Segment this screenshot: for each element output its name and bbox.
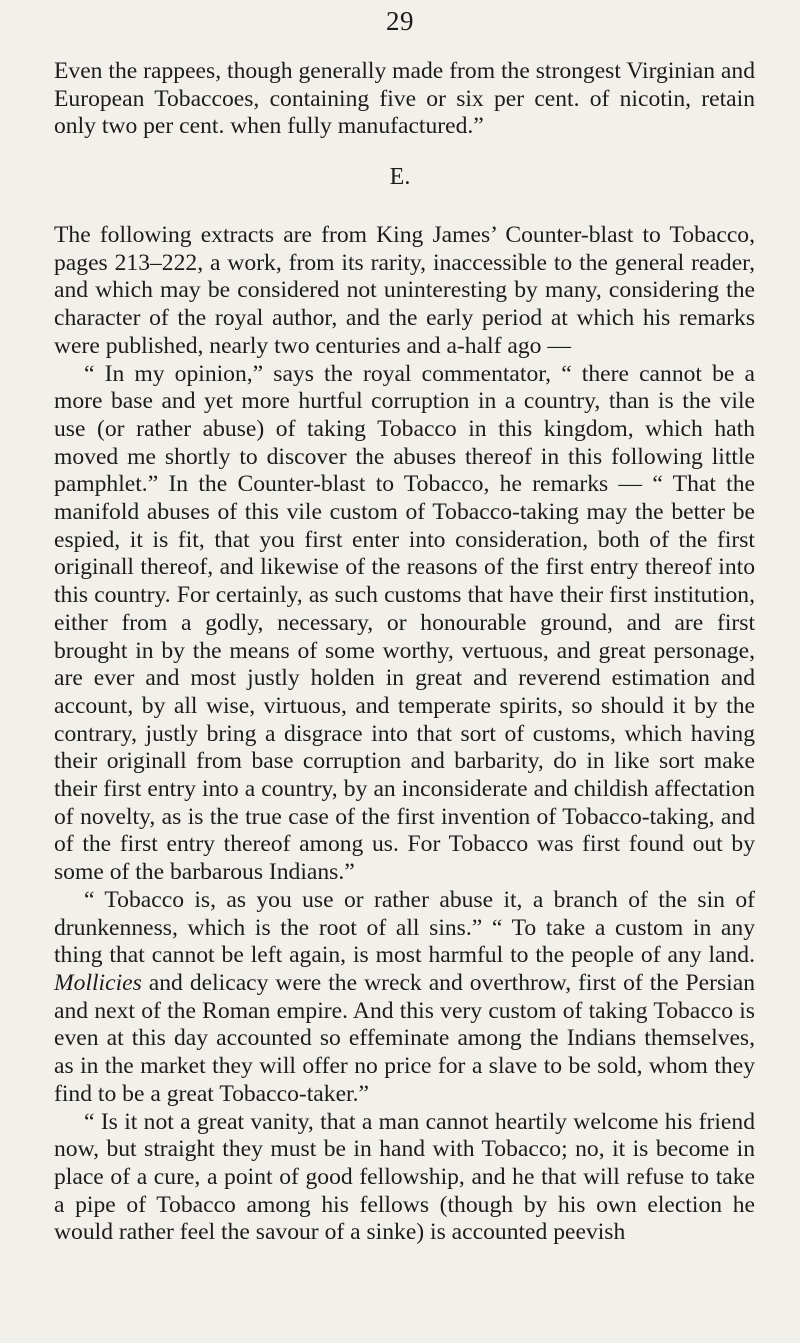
continuation-text: Even the rappees, though generally made from the strongest Virginian and European Tobaccoes, containing five or six per cent. of nicotin, retain only two per cent. when fully manufactured.” [54, 58, 755, 140]
quote-paragraph-3: “ Is it not a great vanity, that a man cannot heartily welcome his friend now, but straight they must be in hand with Tobacco; no, it is become in place of a cure, a point of good fellowship, and he that will refuse to take a pipe of Tobacco among his fellows (though by his own election he would rather feel the savour of a sinke) is accounted peevish [54, 1108, 755, 1246]
page-number: 29 [386, 6, 414, 36]
italic-word: Mollicies [54, 969, 142, 996]
quote-paragraph-1: “ In my opinion,” says the royal commentator, “ there cannot be a more base and yet more hurtful corruption in a country, than is the vile use (or rather abuse) of taking Tobacco in this kingdom, which hath moved me shortly to discover the abuses thereof in this following little pamphlet.” In the Counter-blast to Tobacco, he remarks — “ That the manifold abuses of this vile custom of Tobacco-taking may the better be espied, it is fit, that you first enter into consideration, both of the first originall thereof, and likewise of the reasons of the first entry thereof into this country. For certainly, as such customs that have their first institution, either from a godly, necessary, or honourable ground, and are first brought in by the means of some worthy, vertuous, and great personage, are ever and most justly holden in great and reverend estimation and account, by all wise, virtuous, and temperate spirits, so should it by the contrary, justly bring a disgrace into that sort of customs, which having their originall from base corruption and barbarity, do in like sort make their first entry into a country, by an inconsiderate and childish affectation of novelty, as is the true case of the first invention of Tobacco-taking, and of the first entry thereof among us. For Tobacco was first found out by some of the barbarous Indians.” [54, 360, 755, 886]
continuation-paragraph [54, 58, 755, 141]
quote-paragraph-2-end: and delicacy were the wreck and overthrow, first of the Persian and next of the Roman empire. And this very custom of taking Tobacco is even at this day accounted so effeminate among the Indians themselves, as in the market they will offer no price for a slave to be sold, whom they find to be a great Tobacco-taker.” [54, 969, 755, 1107]
quote-paragraph-2-start: “ Tobacco is, as you use or rather abuse it, a branch of the sin of drunkenness, which is the root of all sins.” “ To take a custom in any thing that cannot be left again, is most harmful to the people of any land. [54, 886, 755, 969]
quote-paragraph-2 [54, 887, 755, 1109]
section-heading: E. [389, 164, 411, 190]
section-body [54, 222, 755, 1247]
intro-paragraph: The following extracts are from King James’ Counter-blast to Tobacco, pages 213–222, a work, from its rarity, inaccessible to the general reader, and which may be considered not uninteresting by many, considering the character of the royal author, and the early period at which his remarks were published, nearly two centuries and a-half ago — [54, 222, 755, 359]
